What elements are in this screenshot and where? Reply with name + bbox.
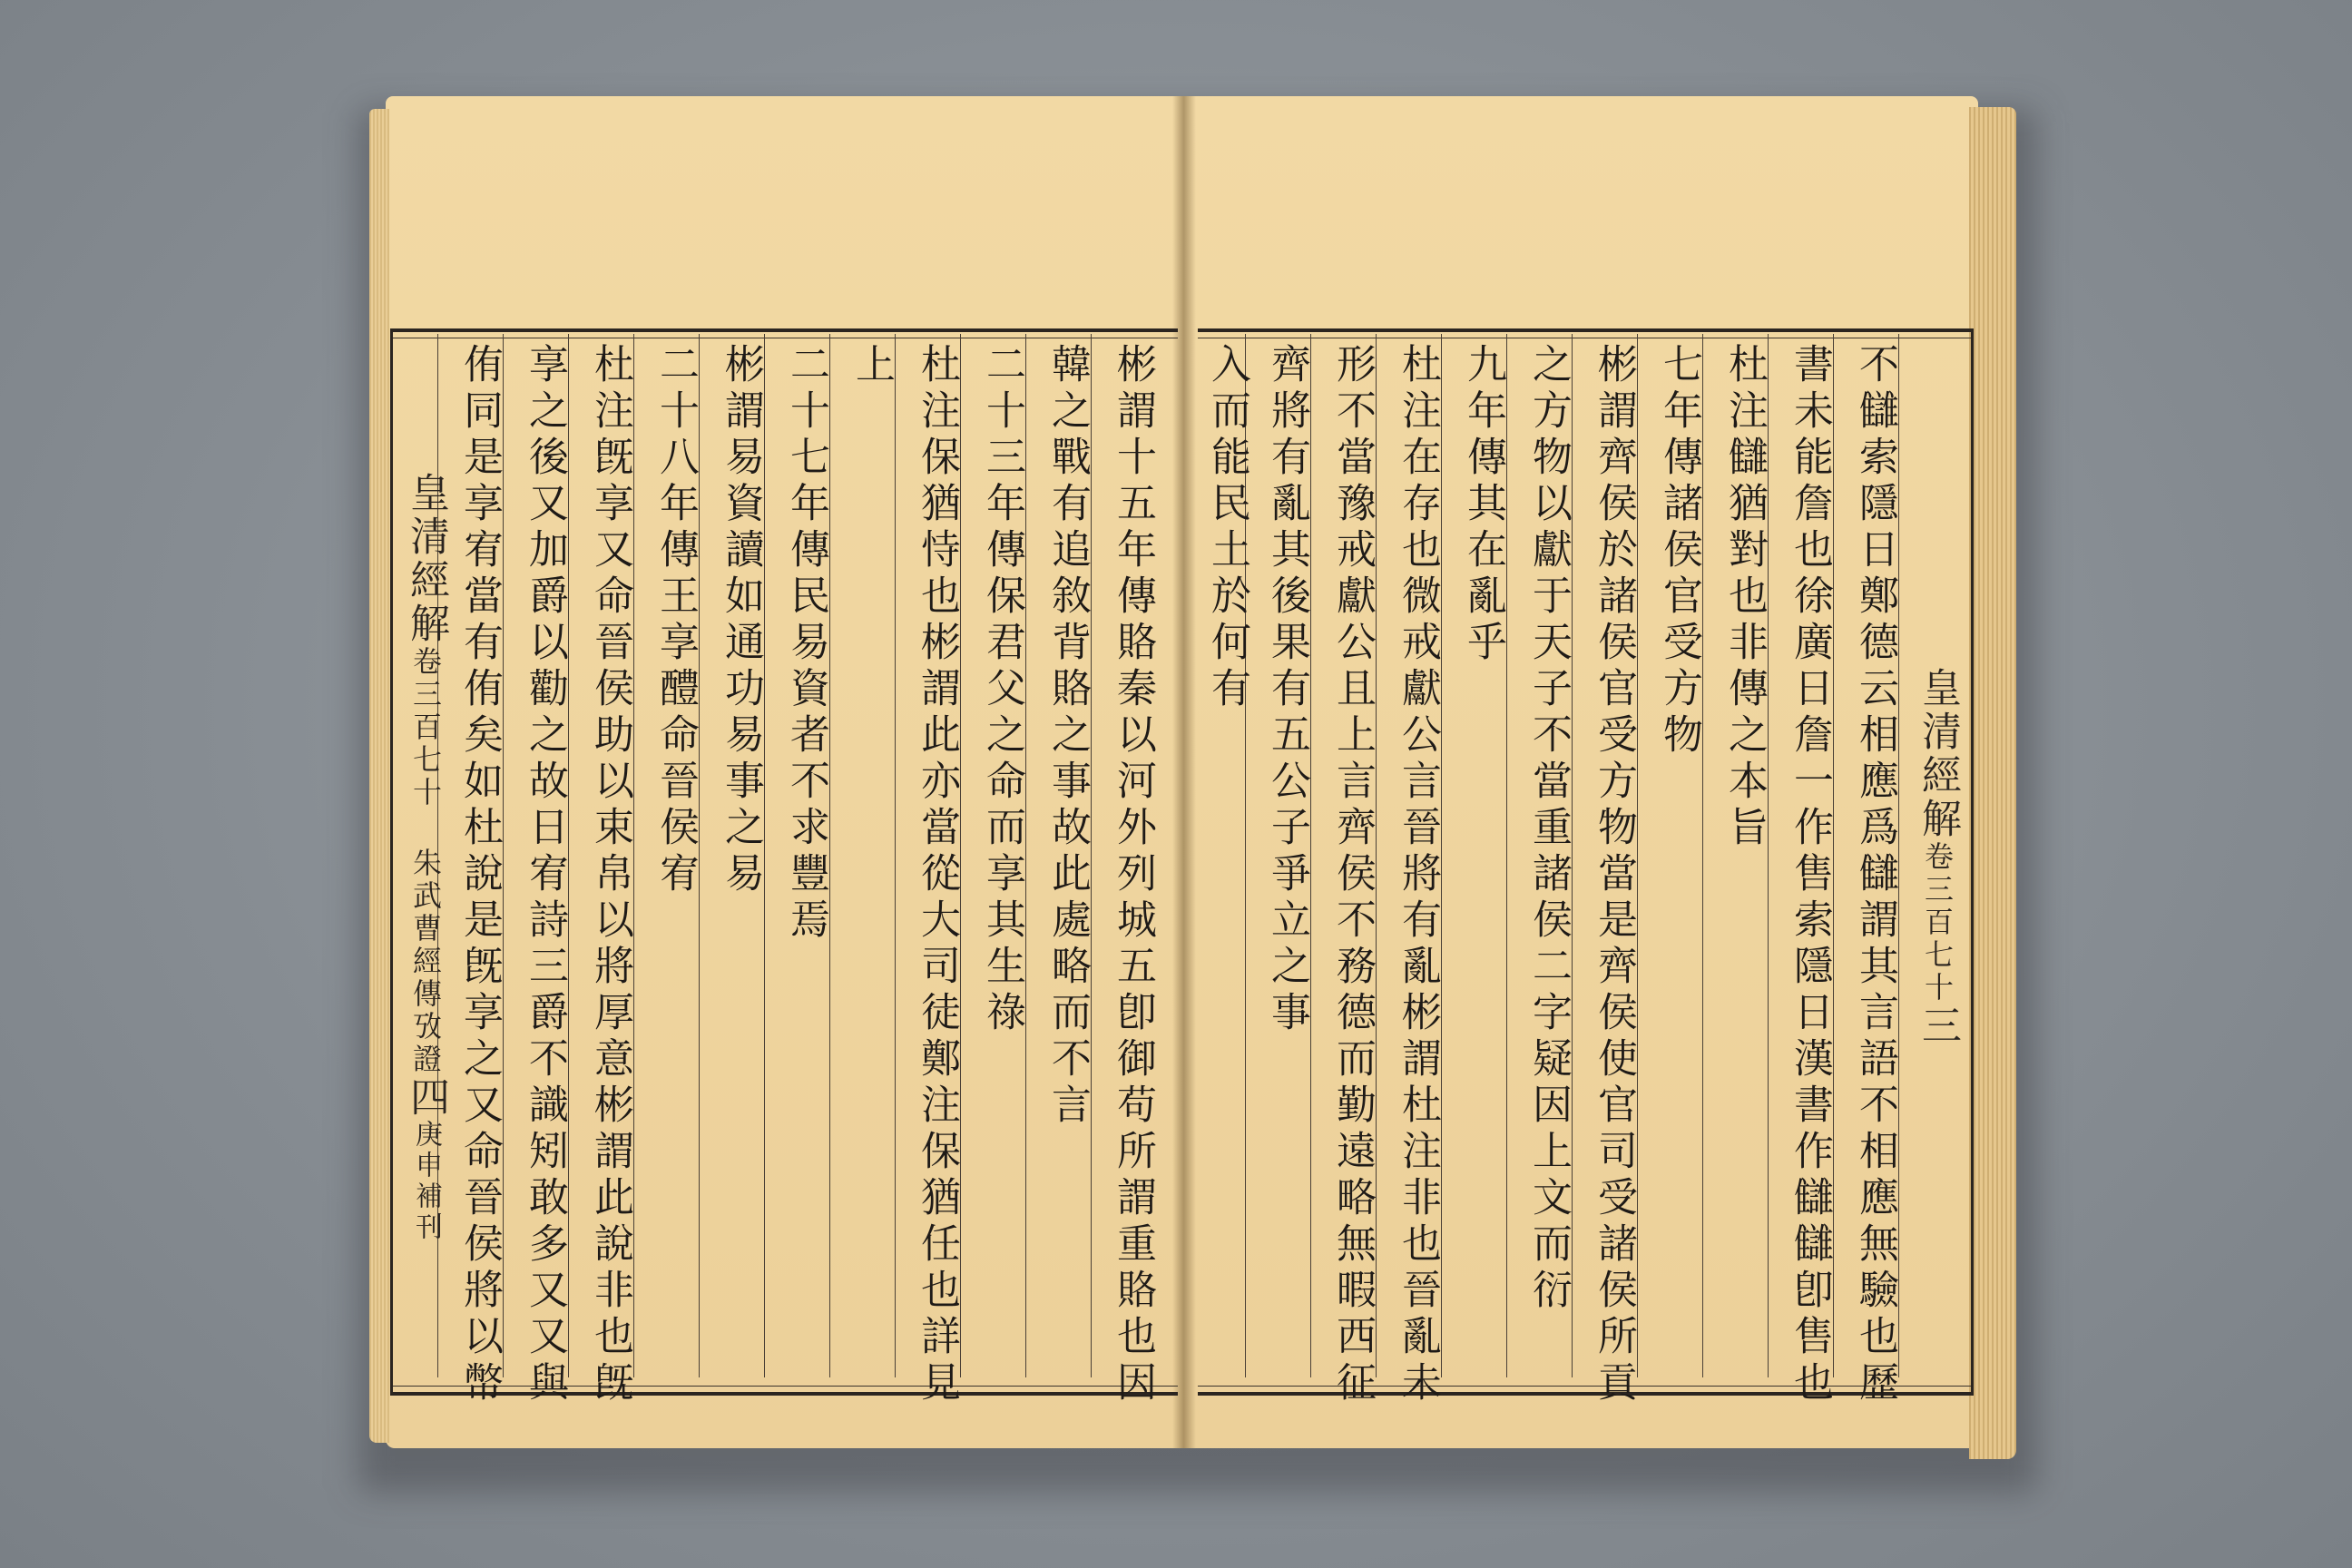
left-page-banxin bbox=[394, 336, 457, 1379]
banxin-subtitle: 卷三百七十 朱武曹經傳攷證 bbox=[408, 646, 443, 1076]
text-column: 二十八年傳王享醴命晉侯宥 bbox=[652, 343, 699, 898]
text-column: 享之後又加爵以勸之故日宥詩三爵不識矧敢多又又與 bbox=[522, 343, 568, 1407]
text-column: 彬謂易資讀如通功易事之易 bbox=[718, 343, 764, 898]
text-column: 彬謂齊侯於諸侯官受方物當是齊侯使官司受諸侯所貢 bbox=[1591, 343, 1637, 1407]
banxin-footer: 庚申補刊 bbox=[410, 1120, 442, 1243]
text-column: 之方物以獻于天子不當重諸侯二字疑因上文而衍 bbox=[1525, 343, 1572, 1315]
text-column: 彬謂十五年傳賂秦以河外列城五卽御苟所謂重賂也因 bbox=[1110, 343, 1156, 1407]
right-page-banxin bbox=[1906, 336, 1969, 1379]
page-edges bbox=[1969, 107, 2016, 1459]
text-column: 上 bbox=[848, 343, 895, 389]
text-column: 齊將有亂其後果有五公子爭立之事 bbox=[1264, 343, 1310, 1037]
text-column: 九年傳其在亂乎 bbox=[1460, 343, 1506, 667]
text-column: 七年傳諸侯官受方物 bbox=[1656, 343, 1702, 760]
banxin-page-number: 三 bbox=[1915, 1004, 1961, 1048]
text-column: 侑同是享宥當有侑矣如杜說是旣享之又命晉侯將以幣 bbox=[456, 343, 503, 1407]
text-column: 杜注保猶恃也彬謂此亦當從大司徒鄭注保猶任也詳見 bbox=[914, 343, 960, 1407]
text-column: 不讎索隱日鄭德云相應爲讎謂其言語不相應無驗也歷 bbox=[1852, 343, 1898, 1407]
banxin-title: 皇清經解 bbox=[1915, 667, 1961, 841]
banxin-page-number: 四 bbox=[403, 1076, 449, 1120]
text-column: 韓之戰有追敘背賂之事故此處略而不言 bbox=[1044, 343, 1091, 1130]
text-column: 書未能詹也徐廣日詹一作售索隱日漢書作讎讎卽售也 bbox=[1787, 343, 1833, 1407]
text-column: 二十七年傳民易資者不求豐焉 bbox=[783, 343, 829, 945]
banxin-subtitle: 卷三百七十 bbox=[1920, 841, 1955, 1004]
frame-inner-line bbox=[393, 1386, 1178, 1387]
text-column: 杜注讎猶對也非傳之本旨 bbox=[1721, 343, 1768, 852]
text-column: 杜注在存也微戒獻公言晉將有亂彬謂杜注非也晉亂未 bbox=[1395, 343, 1441, 1407]
text-column: 形不當豫戒獻公且上言齊侯不務德而勤遠略無暇西征 bbox=[1329, 343, 1376, 1407]
text-column: 二十三年傳保君父之命而享其生祿 bbox=[979, 343, 1025, 1037]
banxin-title: 皇清經解 bbox=[403, 472, 449, 646]
text-column: 杜注旣享又命晉侯助以束帛以將厚意彬謂此說非也旣 bbox=[587, 343, 633, 1407]
text-column: 入而能民土於何有 bbox=[1204, 343, 1250, 713]
